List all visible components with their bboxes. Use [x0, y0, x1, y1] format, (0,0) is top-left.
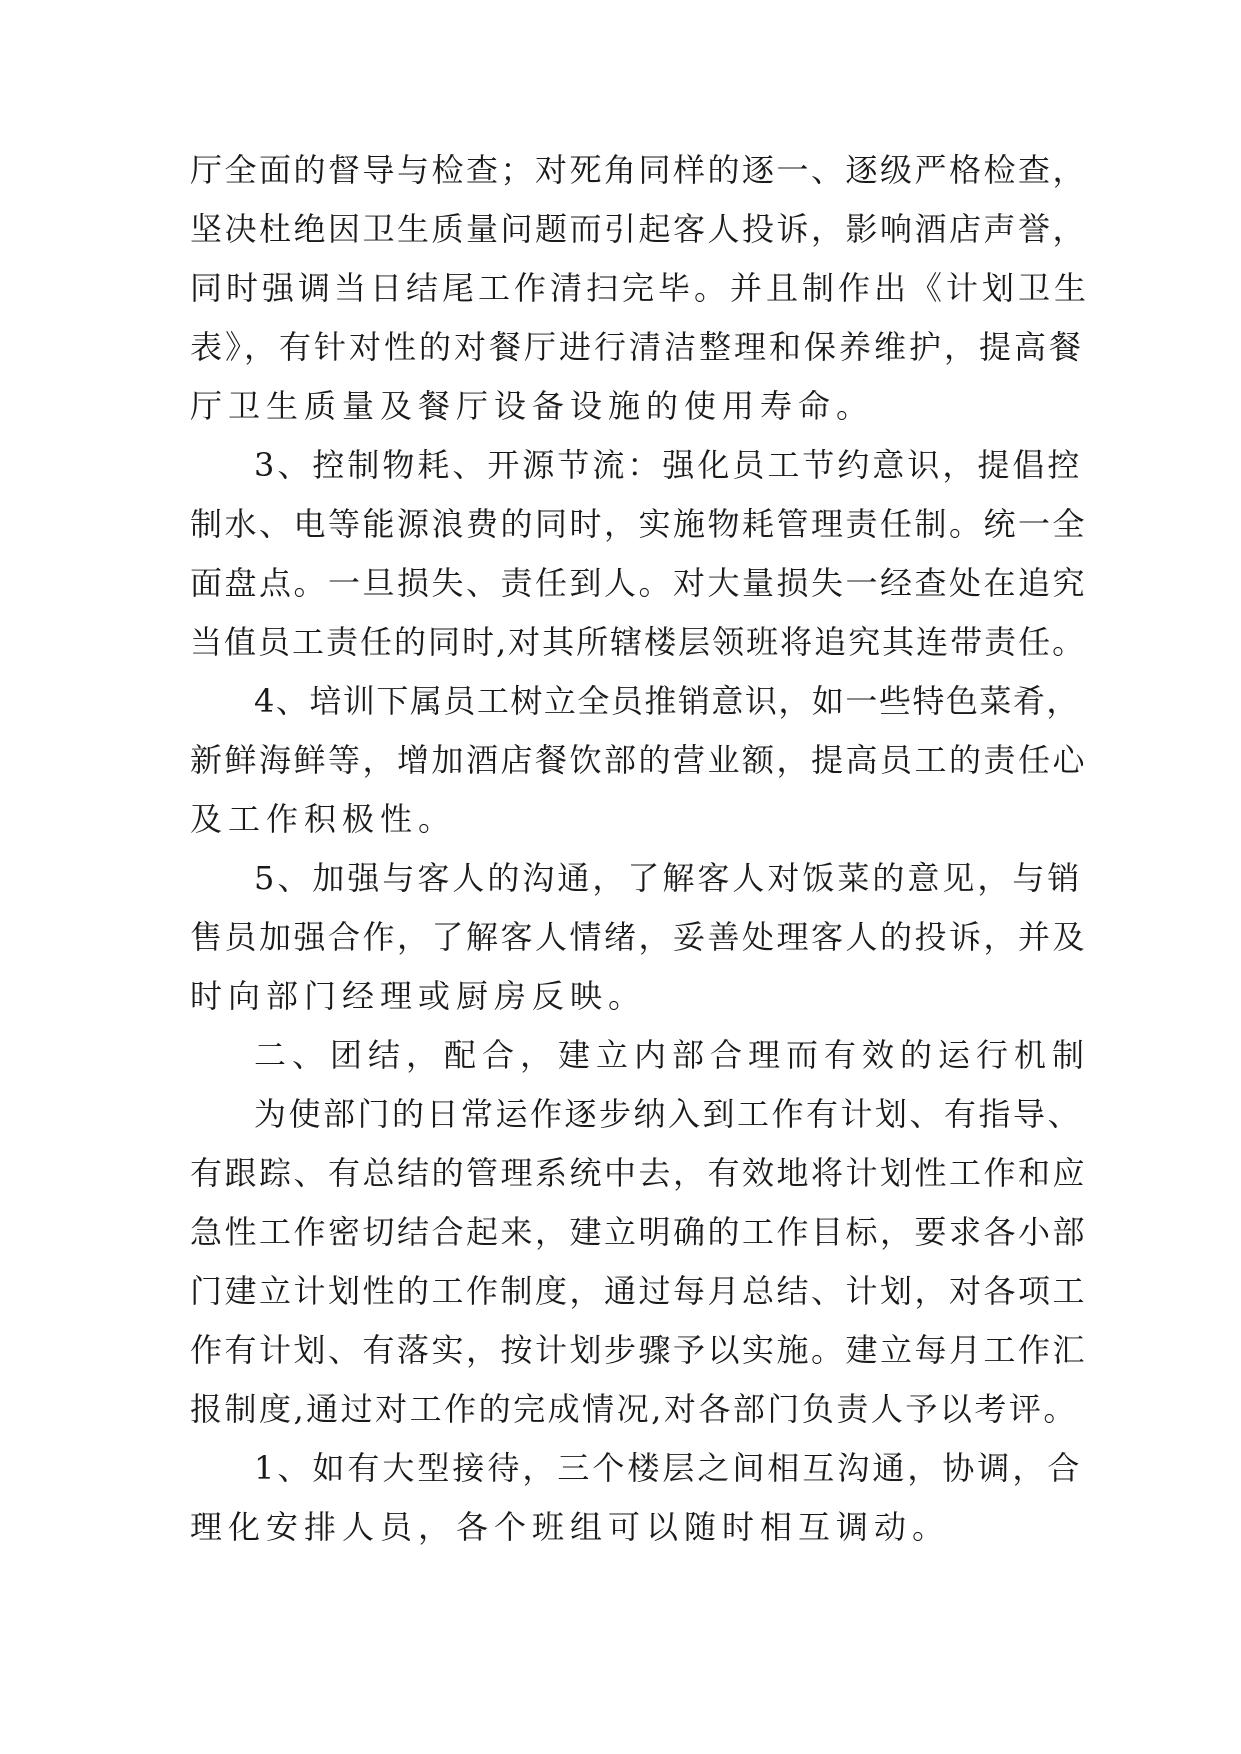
text-line: 有跟踪、有总结的管理系统中去，有效地将计划性工作和应 [190, 1154, 1088, 1192]
text-line: 厅全面的督导与检查；对死角同样的逐一、逐级严格检查， [190, 151, 1088, 189]
text-line: 面盘点。一旦损失、责任到人。对大量损失一经查处在追究 [190, 564, 1088, 602]
text-line: 3、控制物耗、开源节流：强化员工节约意识，提倡控 [254, 446, 1083, 484]
text-line: 坚决杜绝因卫生质量问题而引起客人投诉，影响酒店声誉， [190, 210, 1088, 248]
text-line: 售员加强合作，了解客人情绪，妥善处理客人的投诉，并及 [190, 918, 1088, 956]
section-heading: 二、团结，配合，建立内部合理而有效的运行机制 [254, 1036, 1091, 1074]
text-line: 同时强调当日结尾工作清扫完毕。并且制作出《计划卫生 [190, 269, 1091, 307]
text-line: 表》，有针对性的对餐厅进行清洁整理和保养维护，提高餐 [190, 328, 1085, 366]
text-line: 门建立计划性的工作制度，通过每月总结、计划，对各项工 [190, 1272, 1088, 1310]
text-line: 当值员工责任的同时,对其所辖楼层领班将追究其连带责任。 [190, 623, 1087, 661]
text-line: 4、培训下属员工树立全员推销意识，如一些特色菜肴， [254, 682, 1080, 720]
text-line: 急性工作密切结合起来，建立明确的工作目标，要求各小部 [190, 1213, 1088, 1251]
text-line: 为使部门的日常运作逐步纳入到工作有计划、有指导、 [254, 1095, 1083, 1133]
text-line: 新鲜海鲜等，增加酒店餐饮部的营业额，提高员工的责任心 [190, 741, 1088, 779]
text-line: 厅卫生质量及餐厅设备设施的使用寿命。 [190, 387, 875, 425]
text-line: 及工作积极性。 [190, 800, 457, 838]
text-line: 理化安排人员，各个班组可以随时相互调动。 [190, 1508, 951, 1546]
text-line: 作有计划、有落实，按计划步骤予以实施。建立每月工作汇 [190, 1331, 1088, 1369]
text-line: 1、如有大型接待，三个楼层之间相互沟通，协调，合 [254, 1449, 1083, 1487]
text-line: 时向部门经理或厨房反映。 [190, 977, 647, 1015]
text-line: 报制度,通过对工作的完成情况,对各部门负责人予以考评。 [190, 1390, 1078, 1428]
text-line: 5、加强与客人的沟通，了解客人对饭菜的意见，与销 [254, 859, 1083, 897]
text-line: 制水、电等能源浪费的同时，实施物耗管理责任制。统一全 [190, 505, 1088, 543]
